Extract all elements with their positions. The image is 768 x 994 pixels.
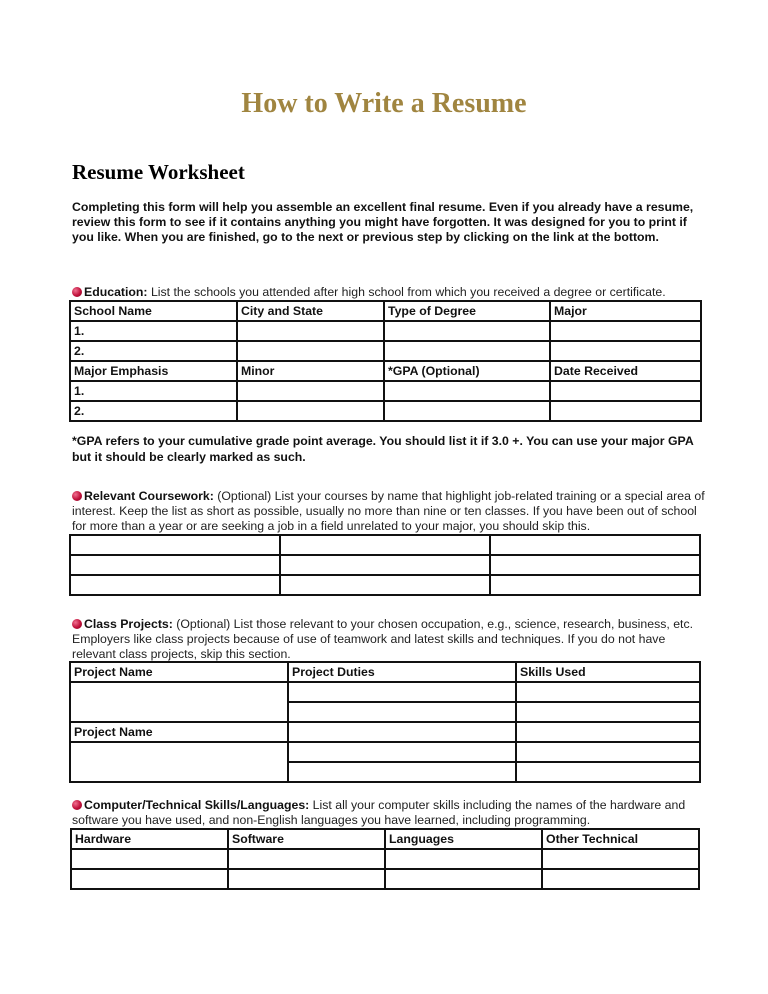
skills-used-cell[interactable]: [516, 742, 700, 762]
header-skills-used: Skills Used: [516, 662, 700, 682]
projects-description: (Optional) List those relevant to your chosen occupation, e.g., science, research, business, etc. Employers like class projects because of use of teamwork and latest skills and techniques. If you do not have relevant class projects, skip this section.: [72, 617, 694, 661]
table-row: [70, 381, 701, 401]
skills-description: List all your computer skills including the names of the hardware and software you have used, and non-English languages you have learned, including programming.: [72, 798, 686, 827]
page-title: How to Write a Resume: [241, 88, 527, 119]
skills-table: [70, 828, 700, 890]
course-cell[interactable]: [280, 535, 490, 555]
project-name-cell[interactable]: [70, 682, 288, 722]
skills-label: Computer/Technical Skills/Languages:: [84, 798, 310, 812]
project-name-cell[interactable]: [70, 742, 288, 782]
education-description: List the schools you attended after high school from which you received a degree or certificate.: [147, 285, 666, 299]
languages-cell[interactable]: [385, 849, 542, 869]
bullet-icon: [72, 491, 82, 501]
header-degree-type: Type of Degree: [384, 301, 550, 321]
header-city-state: City and State: [237, 301, 384, 321]
projects-section-heading: [72, 617, 712, 661]
skills-used-cell[interactable]: [516, 762, 700, 782]
education-label: Education:: [84, 285, 148, 299]
course-cell[interactable]: [70, 555, 280, 575]
intro-paragraph: Completing this form will help you assemble an excellent final resume. Even if you already have a resume, review this form to see if it contains anything you might have forgotten. It was designed for you to print if you like. When you are finished, go to the next or previous step by clicking on the link at the bottom.: [72, 200, 694, 245]
skills-used-cell[interactable]: [516, 722, 700, 742]
school-name-cell[interactable]: 1.: [70, 321, 237, 341]
header-languages: Languages: [385, 829, 542, 849]
table-row: [70, 555, 700, 575]
coursework-section-heading: [72, 489, 712, 533]
major-emphasis-cell[interactable]: 2.: [70, 401, 237, 421]
coursework-label: Relevant Coursework:: [84, 489, 214, 503]
gpa-cell[interactable]: [384, 401, 550, 421]
bullet-icon: [72, 800, 82, 810]
minor-cell[interactable]: [237, 401, 384, 421]
hardware-cell[interactable]: [71, 849, 228, 869]
gpa-footnote: *GPA refers to your cumulative grade point average. You should list it if 3.0 +. You can use your major GPA but it should be clearly marked as such.: [72, 434, 694, 464]
city-state-cell[interactable]: [237, 321, 384, 341]
header-gpa: *GPA (Optional): [384, 361, 550, 381]
languages-cell[interactable]: [385, 869, 542, 889]
bullet-icon: [72, 619, 82, 629]
software-cell[interactable]: [228, 869, 385, 889]
project-duties-cell[interactable]: [288, 742, 516, 762]
header-project-duties: Project Duties: [288, 662, 516, 682]
table-header-row: [70, 361, 701, 381]
header-date-received: Date Received: [550, 361, 701, 381]
education-section-heading: [72, 285, 712, 300]
table-header-row: [71, 829, 699, 849]
school-name-cell[interactable]: 2.: [70, 341, 237, 361]
degree-type-cell[interactable]: [384, 341, 550, 361]
date-received-cell[interactable]: [550, 381, 701, 401]
header-minor: Minor: [237, 361, 384, 381]
table-row: [70, 742, 700, 762]
table-row: [70, 722, 700, 742]
table-row: [70, 401, 701, 421]
hardware-cell[interactable]: [71, 869, 228, 889]
header-hardware: Hardware: [71, 829, 228, 849]
projects-label: Class Projects:: [84, 617, 173, 631]
bullet-icon: [72, 287, 82, 297]
course-cell[interactable]: [70, 575, 280, 595]
date-received-cell[interactable]: [550, 401, 701, 421]
course-cell[interactable]: [280, 555, 490, 575]
course-cell[interactable]: [490, 535, 700, 555]
table-row: [70, 321, 701, 341]
other-technical-cell[interactable]: [542, 849, 699, 869]
header-software: Software: [228, 829, 385, 849]
other-technical-cell[interactable]: [542, 869, 699, 889]
course-cell[interactable]: [280, 575, 490, 595]
education-table: [69, 300, 702, 422]
city-state-cell[interactable]: [237, 341, 384, 361]
project-duties-cell[interactable]: [288, 702, 516, 722]
header-major-emphasis: Major Emphasis: [70, 361, 237, 381]
table-header-row: [70, 662, 700, 682]
coursework-table: [69, 534, 701, 596]
table-row: [70, 682, 700, 702]
course-cell[interactable]: [490, 555, 700, 575]
major-cell[interactable]: [550, 321, 701, 341]
worksheet-heading: Resume Worksheet: [72, 160, 245, 184]
skills-section-heading: [72, 798, 712, 828]
project-duties-cell[interactable]: [288, 722, 516, 742]
major-emphasis-cell[interactable]: 1.: [70, 381, 237, 401]
skills-used-cell[interactable]: [516, 682, 700, 702]
header-major: Major: [550, 301, 701, 321]
table-row: [71, 869, 699, 889]
header-other-technical: Other Technical: [542, 829, 699, 849]
projects-table: [69, 661, 701, 783]
second-project-name-label: Project Name: [70, 722, 288, 742]
table-row: [70, 575, 700, 595]
table-row: [70, 535, 700, 555]
table-row: [70, 341, 701, 361]
header-project-name: Project Name: [70, 662, 288, 682]
project-duties-cell[interactable]: [288, 682, 516, 702]
gpa-cell[interactable]: [384, 381, 550, 401]
minor-cell[interactable]: [237, 381, 384, 401]
header-school-name: School Name: [70, 301, 237, 321]
course-cell[interactable]: [70, 535, 280, 555]
software-cell[interactable]: [228, 849, 385, 869]
degree-type-cell[interactable]: [384, 321, 550, 341]
project-duties-cell[interactable]: [288, 762, 516, 782]
coursework-description: (Optional) List your courses by name that highlight job-related training or a special area of interest. Keep the list as short as possible, usually no more than nine or ten classes. If you have been out of school for more than a year or are seeking a job in a field unrelated to your major, you should skip this.: [72, 489, 705, 533]
course-cell[interactable]: [490, 575, 700, 595]
table-row: [71, 849, 699, 869]
major-cell[interactable]: [550, 341, 701, 361]
table-header-row: [70, 301, 701, 321]
skills-used-cell[interactable]: [516, 702, 700, 722]
